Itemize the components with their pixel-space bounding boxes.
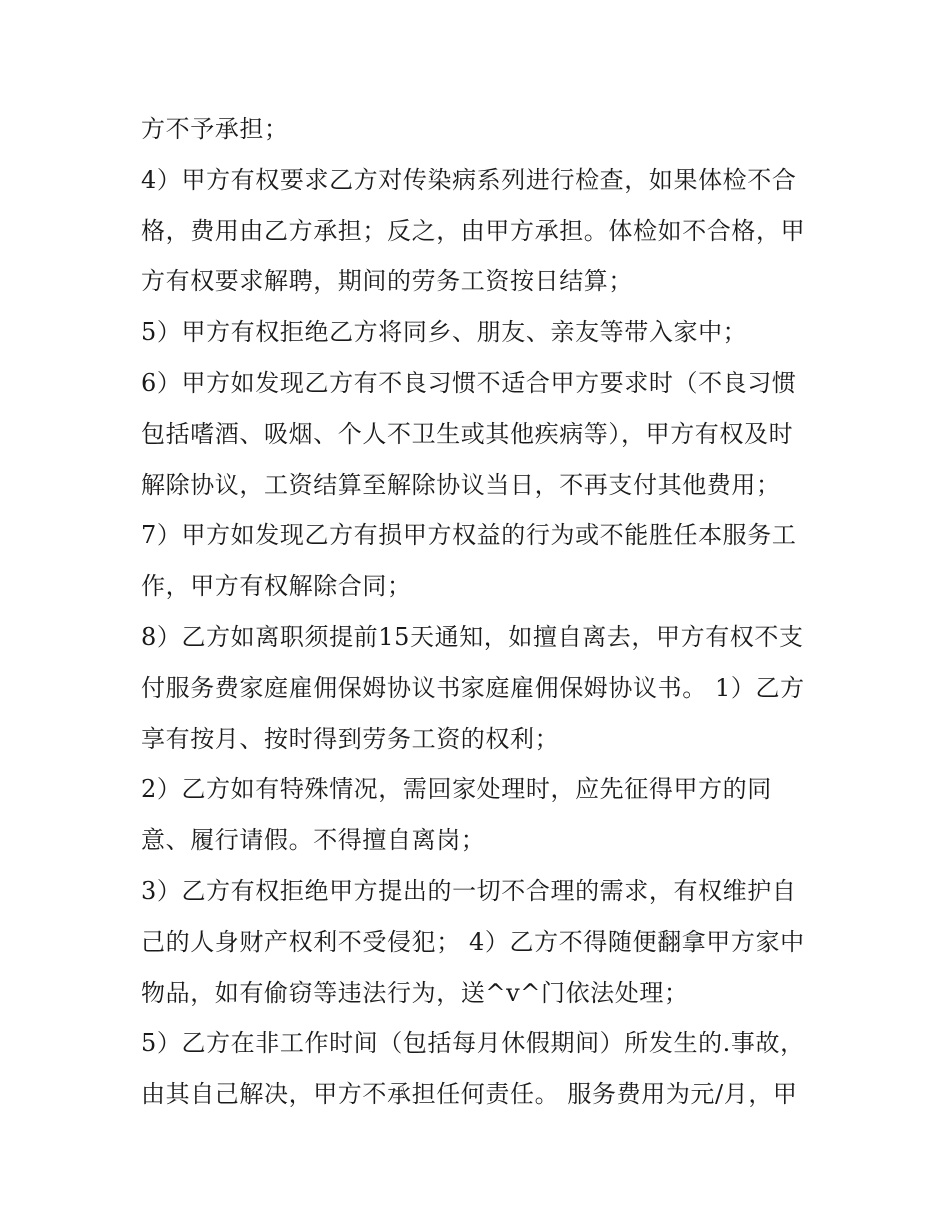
- text-line: 享有按月、按时得到劳务工资的权利；: [141, 724, 560, 753]
- text-line: 5）甲方有权拒绝乙方将同乡、朋友、亲友等带入家中；: [141, 318, 748, 347]
- text-line: 2）乙方如有特殊情况，需回家处理时，应先征得甲方的同: [141, 775, 772, 804]
- text-line: 7）甲方如发现乙方有损甲方权益的行为或不能胜任本服务工: [141, 521, 797, 550]
- text-line: 意、履行请假。不得擅自离岗；: [141, 826, 486, 855]
- text-line: 由其自己解决，甲方不承担任何责任。 服务费用为元/月，甲: [141, 1080, 798, 1109]
- document-body: [141, 104, 821, 1120]
- text-line: 格，费用由乙方承担；反之，由甲方承担。体检如不合格，甲: [141, 216, 806, 245]
- text-line: 解除协议，工资结算至解除协议当日，不再支付其他费用；: [141, 470, 781, 499]
- text-line: 3）乙方有权拒绝甲方提出的一切不合理的需求，有权维护自: [141, 876, 797, 905]
- text-line: 6）甲方如发现乙方有不良习惯不适合甲方要求时（不良习惯: [141, 368, 797, 397]
- text-line: 5）乙方在非工作时间（包括每月休假期间）所发生的.事故，: [141, 1029, 805, 1058]
- text-line: 己的人身财产权利不受侵犯； 4）乙方不得随便翻拿甲方家中: [141, 927, 805, 956]
- text-line: 物品，如有偷窃等违法行为，送^v^门依法处理；: [141, 978, 689, 1007]
- text-line: 作，甲方有权解除合同；: [141, 572, 412, 601]
- text-line: 8）乙方如离职须提前15天通知，如擅自离去，甲方有权不支: [141, 622, 804, 651]
- text-line: 4）甲方有权要求乙方对传染病系列进行检查，如果体检不合: [141, 165, 797, 194]
- text-line: 付服务费家庭雇佣保姆协议书家庭雇佣保姆协议书。 1）乙方: [141, 673, 805, 702]
- text-line: 方有权要求解聘，期间的劳务工资按日结算；: [141, 267, 633, 296]
- text-line: 方不予承担；: [141, 115, 289, 143]
- text-line: 包括嗜酒、吸烟、个人不卫生或其他疾病等），甲方有权及时: [141, 419, 794, 448]
